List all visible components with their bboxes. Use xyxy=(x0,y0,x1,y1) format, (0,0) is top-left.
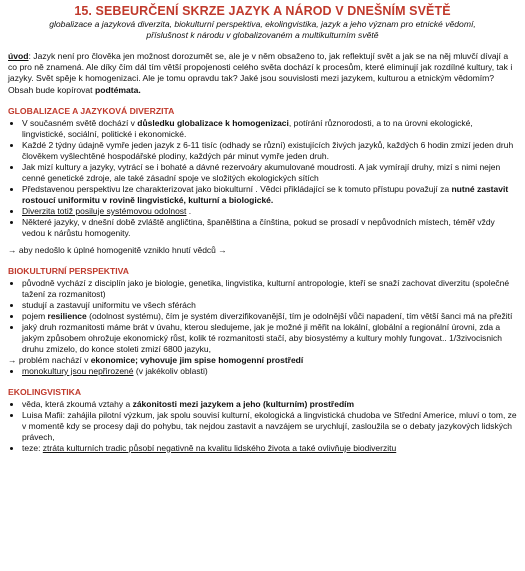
list-item xyxy=(22,443,517,454)
intro-copy-bold: podtémata. xyxy=(94,84,141,95)
item-bold: ekonomice; vyhovuje jim spise homogenní prostředí xyxy=(90,354,304,365)
item-text: → problém nachází v xyxy=(8,354,91,365)
intro-text: : Jazyk není pro člověka jen možnost dorozumět se, ale je v něm obsaženo to, jak reflektují svět a jak se na něj mluvčí dívají a co pro ně znamená. Ale díky čím dál tím větší propojenosti celého světa dochází k procesům, které eliminují jak rozdílné kultury, tak i jazyky. Svět spěje k homogenizaci. Ale je tomu opravdu tak? Jaké jsou souvislosti mezi jazykem, kulturou a etnickým vědomím? xyxy=(8,51,513,84)
section-list-biokulturni xyxy=(8,278,517,377)
item-underlined: Diverzita totiž posiluje systémovou odolnost xyxy=(22,205,187,216)
section-list-ekolingvistika xyxy=(8,399,517,454)
item-underlined: ztráta kulturních tradic působí negativně na kvalitu lidského života a také ovlivňuje biodiverzitu xyxy=(42,442,397,453)
document-subtitle: globalizace a jazyková diverzita, biokulturní perspektiva, ekolingvistika, jazyk a jeho význam pro etnické vědomí, příslušnost k národu v globalizovaném a multikulturním světě xyxy=(49,19,476,40)
item-underlined: monokultury jsou nepřirozené xyxy=(22,365,134,376)
item-text: . xyxy=(186,205,192,216)
list-item: • původně vychází z disciplín jako je biologie, genetika, lingvistika, kulturní antropologie, kteří se snaží zachovat diverzitu (společné tažení za rozmanitost) xyxy=(22,278,517,300)
intro-label: úvod xyxy=(8,51,29,61)
section-heading-globalizace: GLOBALIZACE A JAZYKOVÁ DIVERZITA xyxy=(8,105,175,116)
section-heading-biokulturni: BIOKULTURNÍ PERSPEKTIVA xyxy=(8,265,129,276)
list-item: • Jak mizí kultury a jazyky, vytrácí se i bohaté a dávné rezervoáry akumulované moudrosti. A jak vymírají druhy, mizí s nimi nejen cenné genetické zdroje, ale také zásadní spoje ve složitých ekologických sítích xyxy=(22,162,517,184)
section-list-globalizace xyxy=(8,118,517,239)
list-item: • Každé 2 týdny údajně vymře jeden jazyk z 6-11 tisíc (odhady se různí) existujících živých jazyků, každých 6 hodin zmizí jeden druh člověkem vyšlechtěné hospodářské plodiny, každých pár minut vymře jeden druh. xyxy=(22,140,517,162)
item-text: věda, která zkoumá vztahy a xyxy=(22,398,133,409)
section-heading-ekolingvistika: EKOLINGVISTIKA xyxy=(8,386,82,397)
item-text: , potírání různorodosti, a to na úrovni ekologické, lingvistické, sociální, politické i ekonomické. xyxy=(22,117,473,139)
item-text: V současném světě dochází v xyxy=(22,117,138,128)
list-item xyxy=(22,311,517,322)
list-item xyxy=(22,184,517,206)
list-item: • Některé jazyky, v dnešní době zvláště angličtina, španělština a čínština, pokud se prosadí v nepůvodních místech, téměř vždy vedou k nárůstu homogenity. xyxy=(22,217,517,239)
list-item: • Luisa Mafii: zahájila pilotní výzkum, jak spolu souvisí kulturní, ekologická a lingvistická chudoba ve Střední Americe, mluví o tom, ze v momentě kdy se procesy daji do pohybu, tak nejdou zastavit a navzájem se urychlují, zasloužila se o debaty jazykových lidských právech, xyxy=(22,410,517,443)
item-bold: důsledku globalizace k homogenizaci xyxy=(137,117,289,128)
item-bold: zákonitosti mezi jazykem a jeho (kulturním) prostředím xyxy=(132,398,355,409)
list-item xyxy=(22,366,517,377)
list-item: • jaký druh rozmanitosti máme brát v úvahu, kterou sledujeme, jak je možné ji měřit na lokální, globální a regionální úrovni, zda a jakým způsobem ohrožuje ekonomický růst, kolik té rozmanitosti stačí, aby biosystémy a kultury mohly fungovat.. 1/3zivocisnich druhu zmizelo, do konce stoleti zmizí 6800 jazyku, xyxy=(22,322,517,355)
item-text: pojem xyxy=(22,310,48,321)
intro-copy-text: Obsah bude kopírovat xyxy=(8,84,95,95)
item-text: teze: xyxy=(22,442,43,453)
document-title: 15. SEBEURČENÍ SKRZE JAZYK A NÁROD V DNEŠNÍM SVĚTĚ xyxy=(74,4,451,18)
arrow-line: → aby nedošlo k úplné homogenitě vzniklo hnutí vědců → xyxy=(8,244,227,255)
list-item: • studují a zastavují uniformitu ve všech sférách xyxy=(22,300,517,311)
arrow-list-item xyxy=(8,355,517,366)
item-bold: resilience xyxy=(47,310,87,321)
list-item xyxy=(22,206,517,217)
item-bold: nutné zastavit rostoucí uniformitu v rovině lingvistické, kulturní a biologické. xyxy=(22,183,509,205)
item-text: (v jakékoliv oblasti) xyxy=(133,365,208,376)
item-text: (odolnost systému), čím je systém diverzifikovanější, tím je odolnější vůči napadení, tím větší šanci má na přežití xyxy=(86,310,513,321)
item-text: Představenou perspektivu lze charakterizovat jako biokulturní . Vědci přikládající se k tomuto přístupu považují za xyxy=(22,183,452,194)
intro-paragraph xyxy=(8,51,517,96)
list-item xyxy=(22,118,517,140)
list-item xyxy=(22,399,517,410)
